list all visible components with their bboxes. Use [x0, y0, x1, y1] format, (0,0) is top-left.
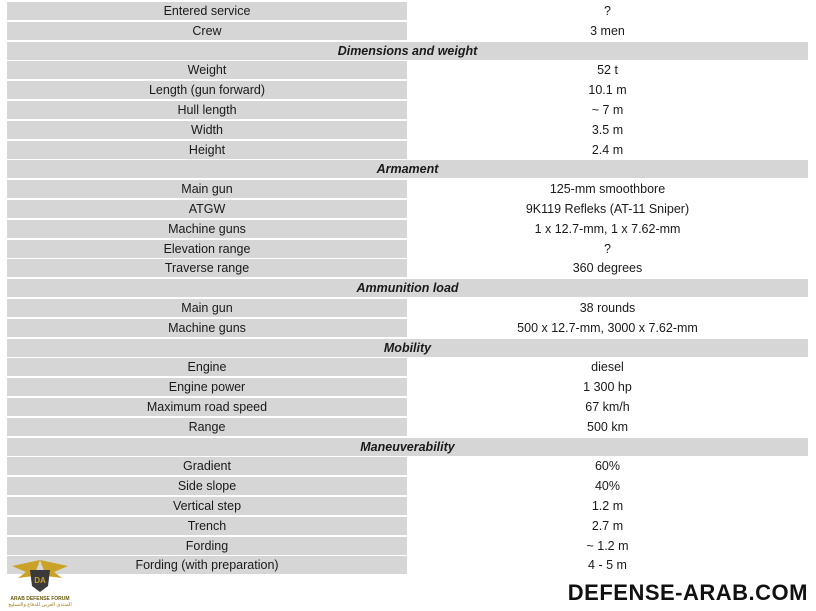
- spec-label: Length (gun forward): [7, 81, 407, 99]
- table-row: [7, 180, 808, 200]
- spec-label: Crew: [7, 22, 407, 40]
- section-header-row: [7, 42, 808, 62]
- table-row: [7, 556, 808, 576]
- spec-value: 500 x 12.7-mm, 3000 x 7.62-mm: [407, 319, 808, 337]
- spec-label: ATGW: [7, 200, 407, 218]
- spec-value: 52 t: [407, 61, 808, 79]
- table-row: [7, 299, 808, 319]
- table-row: [7, 240, 808, 260]
- spec-label: Machine guns: [7, 220, 407, 238]
- spec-label: Main gun: [7, 180, 407, 198]
- table-row: [7, 457, 808, 477]
- spec-label: Height: [7, 141, 407, 159]
- spec-label: Range: [7, 418, 407, 436]
- eagle-emblem-icon: [8, 556, 72, 596]
- spec-label: Weight: [7, 61, 407, 79]
- table-row: [7, 517, 808, 537]
- spec-value: ?: [407, 2, 808, 20]
- table-row: [7, 378, 808, 398]
- spec-label: Gradient: [7, 457, 407, 475]
- table-row: [7, 101, 808, 121]
- spec-label: Elevation range: [7, 240, 407, 258]
- spec-value: 2.7 m: [407, 517, 808, 535]
- section-title: Maneuverability: [7, 438, 808, 456]
- section-title: Ammunition load: [7, 279, 808, 297]
- logo-text-ar: المنتدى العربي للدفاع والتسليح: [8, 602, 72, 608]
- spec-label: Engine: [7, 358, 407, 376]
- spec-label: Maximum road speed: [7, 398, 407, 416]
- spec-value: 125-mm smoothbore: [407, 180, 808, 198]
- table-row: [7, 81, 808, 101]
- table-row: [7, 2, 808, 22]
- table-row: [7, 497, 808, 517]
- spec-value: 40%: [407, 477, 808, 495]
- spec-label: Fording (with preparation): [7, 556, 407, 574]
- spec-value: ~ 1.2 m: [407, 537, 808, 555]
- spec-value: 60%: [407, 457, 808, 475]
- spec-value: 38 rounds: [407, 299, 808, 317]
- spec-label: Main gun: [7, 299, 407, 317]
- table-row: [7, 141, 808, 161]
- spec-value: 10.1 m: [407, 81, 808, 99]
- spec-value: ~ 7 m: [407, 101, 808, 119]
- spec-value: 2.4 m: [407, 141, 808, 159]
- section-title: Mobility: [7, 339, 808, 357]
- logo-text-en: ARAB DEFENSE FORUM: [10, 596, 70, 602]
- spec-label: Traverse range: [7, 259, 407, 277]
- spec-label: Side slope: [7, 477, 407, 495]
- spec-label: Fording: [7, 537, 407, 555]
- table-row: [7, 319, 808, 339]
- spec-value: diesel: [407, 358, 808, 376]
- table-row: [7, 477, 808, 497]
- table-row: [7, 200, 808, 220]
- table-row: [7, 121, 808, 141]
- spec-value: 1 x 12.7-mm, 1 x 7.62-mm: [407, 220, 808, 238]
- table-row: [7, 22, 808, 42]
- table-row: [7, 61, 808, 81]
- spec-label: Width: [7, 121, 407, 139]
- spec-value: 3.5 m: [407, 121, 808, 139]
- section-header-row: [7, 160, 808, 180]
- spec-value: 4 - 5 m: [407, 556, 808, 574]
- spec-value: 1 300 hp: [407, 378, 808, 396]
- spec-label: Machine guns: [7, 319, 407, 337]
- table-row: [7, 418, 808, 438]
- spec-label: Engine power: [7, 378, 407, 396]
- svg-text:DA: DA: [34, 576, 46, 585]
- spec-label: Vertical step: [7, 497, 407, 515]
- table-row: [7, 398, 808, 418]
- spec-label: Entered service: [7, 2, 407, 20]
- table-row: [7, 358, 808, 378]
- table-row: [7, 259, 808, 279]
- section-header-row: [7, 279, 808, 299]
- spec-value: ?: [407, 240, 808, 258]
- spec-value: 360 degrees: [407, 259, 808, 277]
- table-row: [7, 220, 808, 240]
- section-header-row: [7, 339, 808, 359]
- section-title: Armament: [7, 160, 808, 178]
- forum-logo: [4, 556, 76, 608]
- table-row: [7, 537, 808, 557]
- spec-value: 67 km/h: [407, 398, 808, 416]
- site-watermark: DEFENSE-ARAB.COM: [567, 580, 808, 605]
- spec-label: Trench: [7, 517, 407, 535]
- spec-value: 9K119 Refleks (AT-11 Sniper): [407, 200, 808, 218]
- spec-value: 500 km: [407, 418, 808, 436]
- spec-table: [7, 2, 808, 576]
- spec-label: Hull length: [7, 101, 407, 119]
- spec-value: 3 men: [407, 22, 808, 40]
- spec-value: 1.2 m: [407, 497, 808, 515]
- section-title: Dimensions and weight: [7, 42, 808, 60]
- section-header-row: [7, 438, 808, 458]
